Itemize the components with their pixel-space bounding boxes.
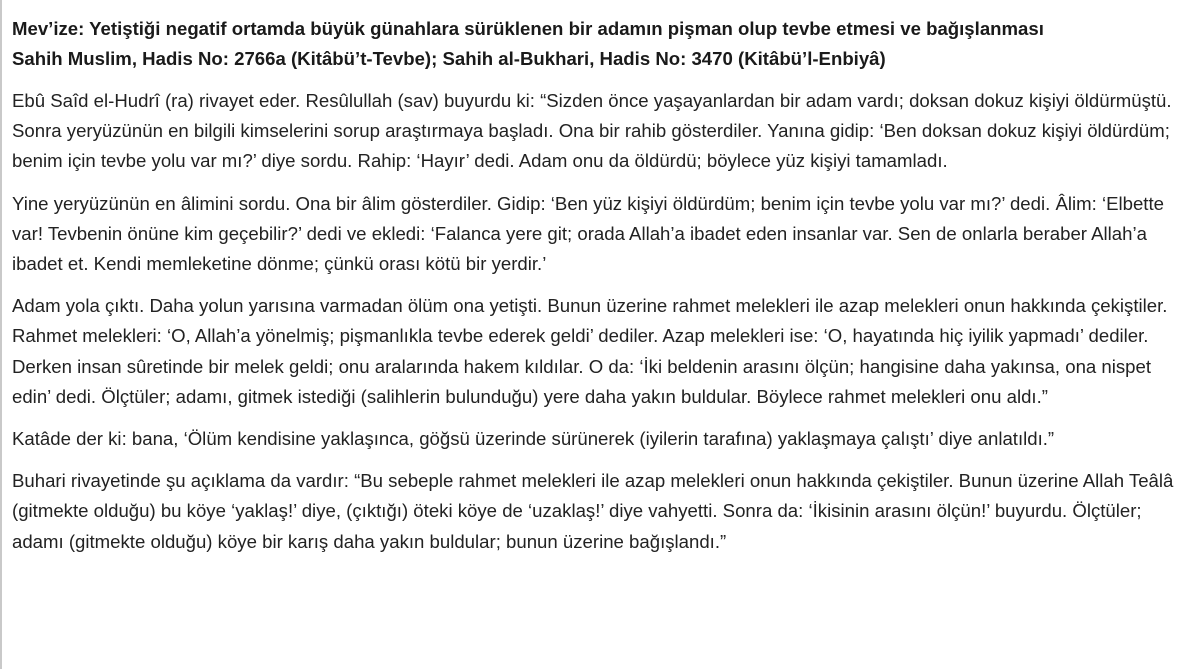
document-header [12, 14, 1192, 74]
header-source: Sahih Muslim, Hadis No: 2766a (Kitâbü’t-Tevbe); Sahih al-Bukhari, Hadis No: 3470 (Kitâbü’l-Enbiyâ) [12, 48, 886, 69]
paragraph-5: Buhari rivayetinde şu açıklama da vardır: “Bu sebeple rahmet melekleri ile azap melekleri onun hakkında çekiştiler. Bunun üzerine Allah Teâlâ (gitmekte olduğu) bu köye ‘yaklaş!’ diye, (çıktığı) öteki köye de ‘uzaklaş!’ diye vahyetti. Sonra da: ‘İkisinin arasını ölçün!’ buyurdu. Ölçtüler; adamı (gitmekte olduğu) köye bir karış daha yakın buldular; bunun üzerine bağışlandı.” [12, 470, 1174, 552]
left-border [0, 0, 2, 669]
paragraph-1: Ebû Saîd el-Hudrî (ra) rivayet eder. Resûlullah (sav) buyurdu ki: “Sizden önce yaşayanlardan bir adam vardı; doksan dokuz kişiyi öldürmüştü. Sonra yeryüzünün en bilgili kimselerini sorup araştırmaya başladı. Ona bir rahib gösterdiler. Yanına gidip: ‘Ben doksan dokuz kişiyi öldürdüm; benim için tevbe yolu var mı?’ diye sordu. Rahip: ‘Hayır’ dedi. Adam onu da öldürdü; böylece yüz kişiyi tamamladı. [12, 90, 1172, 172]
paragraph-4: Katâde der ki: bana, ‘Ölüm kendisine yaklaşınca, göğsü üzerinde sürünerek (iyilerin tarafına) yaklaşmaya çalıştı’ diye anlatıldı.” [12, 428, 1055, 450]
paragraph-2: Yine yeryüzünün en âlimini sordu. Ona bir âlim gösterdiler. Gidip: ‘Ben yüz kişiyi öldürdüm; benim için tevbe yolu var mı?’ dedi. Âlim: ‘Elbette var! Tevbenin önüne kim geçebilir?’ dedi ve ekledi: ‘Falanca yere git; orada Allah’a ibadet eden insanlar var. Sen de onlarla beraber Allah’a ibadet et. Kendi memleketine dönme; çünkü orası kötü bir yerdir.’ [12, 192, 1164, 275]
document-body [12, 14, 1192, 669]
header-topic: Mev’ize: Yetiştiği negatif ortamda büyük günahlara sürüklenen bir adamın pişman olup tevbe etmesi ve bağışlanması [12, 18, 1044, 39]
paragraph-3: Adam yola çıktı. Daha yolun yarısına varmadan ölüm ona yetişti. Bunun üzerine rahmet melekleri ile azap melekleri onun hakkında çekiştiler. Rahmet melekleri: ‘O, Allah’a yönelmiş; pişmanlıkla tevbe ederek geldi’ dediler. Azap melekleri ise: ‘O, hayatında hiç iyilik yapmadı’ dediler. Derken insan sûretinde bir melek geldi; onu aralarında hakem kıldılar. O da: ‘İki beldenin arasını ölçün; hangisine daha yakınsa, ona nispet edin’ dedi. Ölçtüler; adamı, gitmek istediği (salihlerin bulunduğu) yere daha yakın buldular. Böylece rahmet melekleri onu aldı.” [12, 295, 1168, 407]
